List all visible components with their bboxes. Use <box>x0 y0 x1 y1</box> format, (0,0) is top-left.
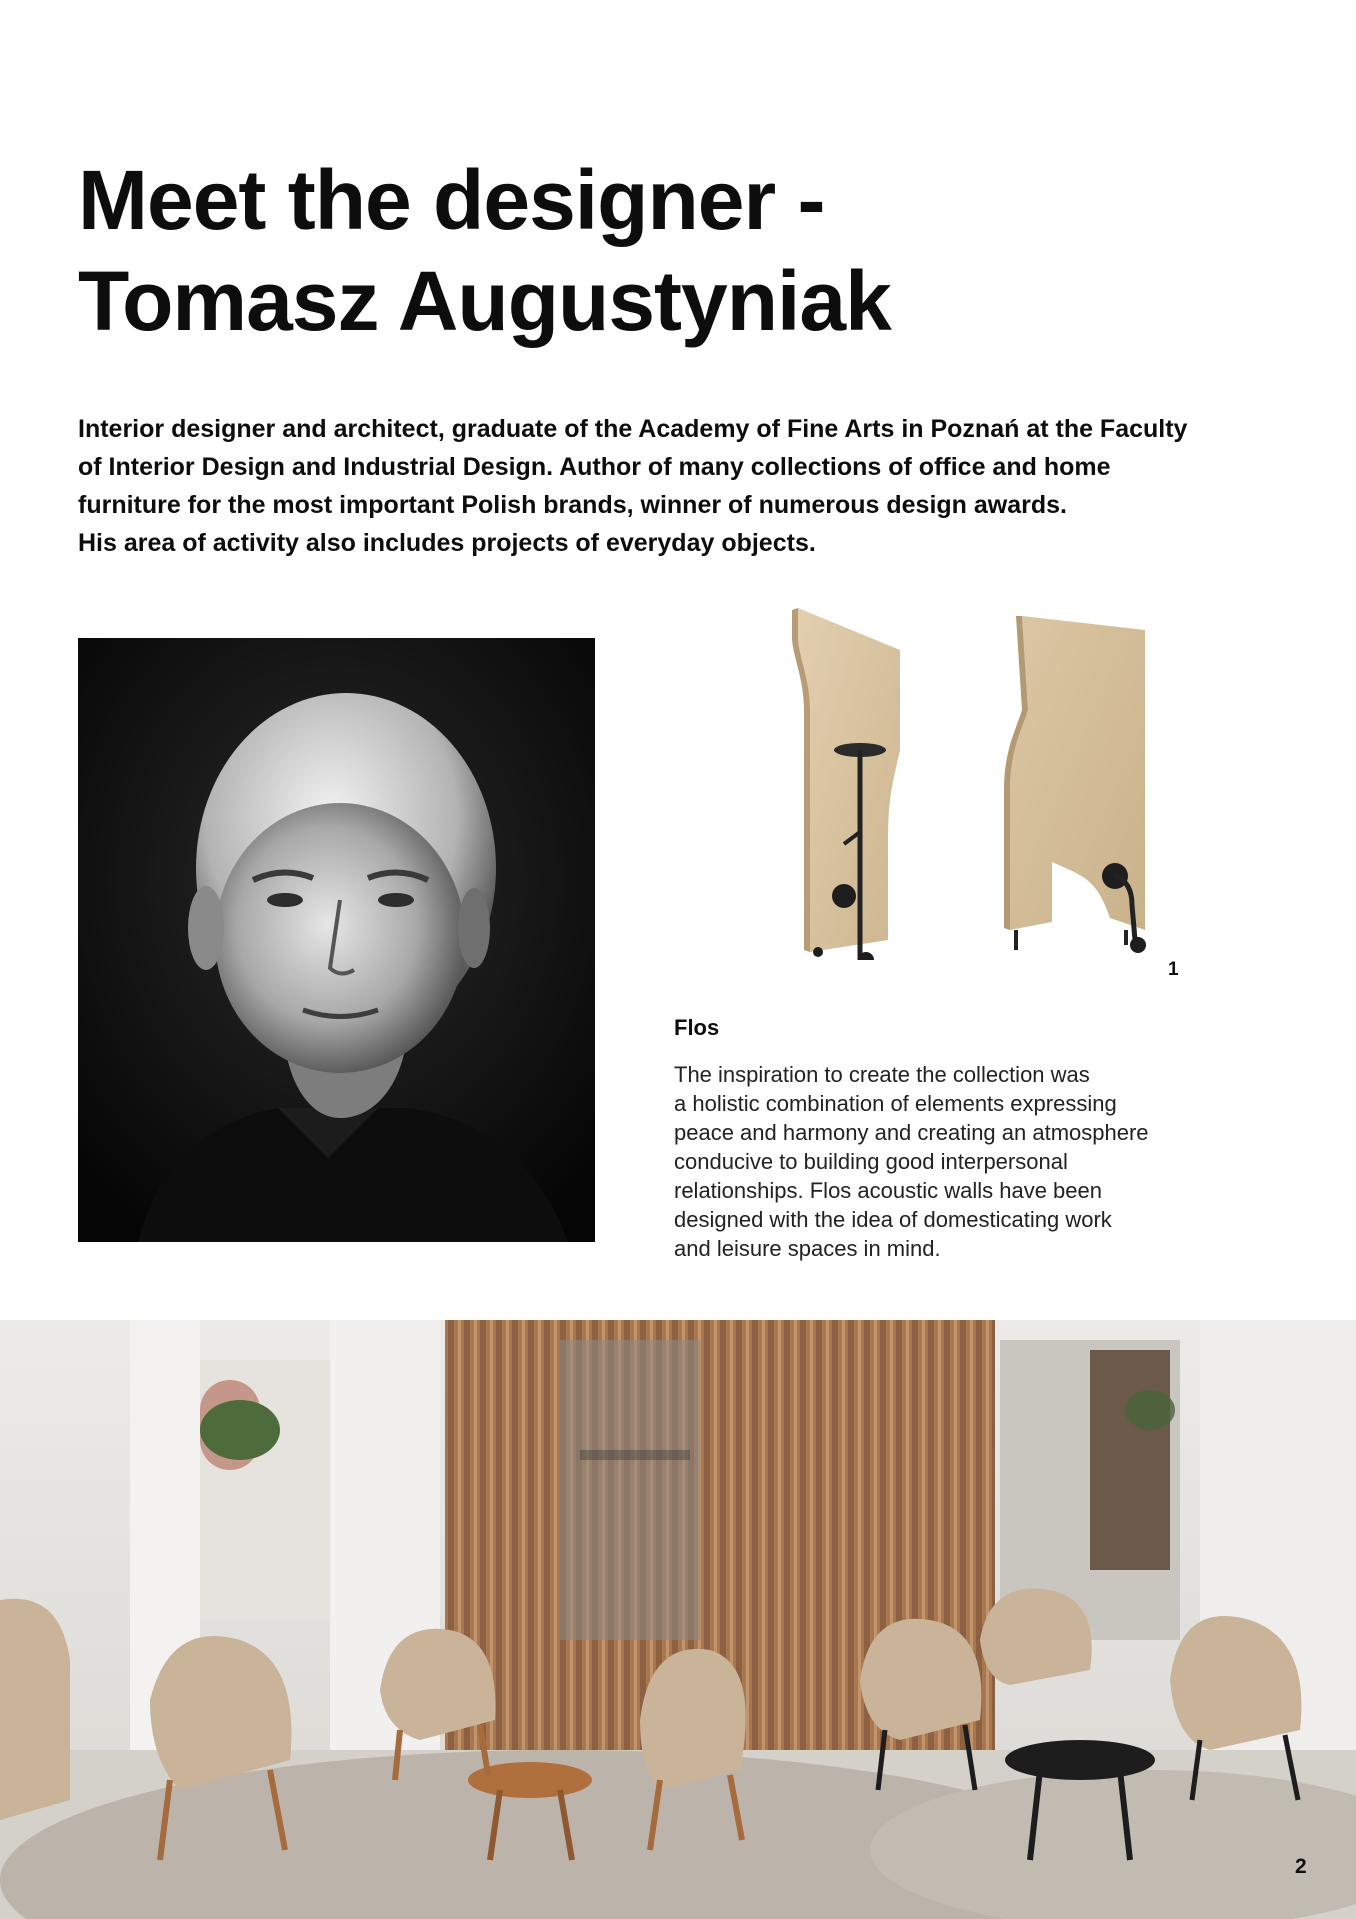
flos-panels-illustration <box>760 600 1200 960</box>
page-title-line-1: Meet the designer - <box>78 153 825 247</box>
description-line-4: conducive to building good interpersonal <box>674 1149 1068 1174</box>
designer-intro <box>78 410 1308 562</box>
designer-portrait <box>78 638 595 1242</box>
figure-number: 1 <box>1168 959 1179 980</box>
description-line-3: peace and harmony and creating an atmosphere <box>674 1120 1149 1145</box>
portrait-image <box>78 638 595 1242</box>
intro-line-3: furniture for the most important Polish brands, winner of numerous design awards. <box>78 491 1067 519</box>
page-number: 2 <box>1295 1855 1307 1878</box>
description-line-1: The inspiration to create the collection was <box>674 1062 1090 1087</box>
lounge-interior-image <box>0 1320 1356 1919</box>
description-line-5: relationships. Flos acoustic walls have been <box>674 1178 1103 1203</box>
intro-line-2: of Interior Design and Industrial Design. Author of many collections of office and home <box>78 453 1111 481</box>
page-title <box>78 150 1228 352</box>
intro-line-4: His area of activity also includes projects of everyday objects. <box>78 529 816 557</box>
flos-product-image <box>760 600 1200 960</box>
description-line-2: a holistic combination of elements expressing <box>674 1091 1117 1116</box>
intro-line-1: Interior designer and architect, graduate of the Academy of Fine Arts in Poznań at the Faculty <box>78 415 1188 443</box>
product-name: Flos <box>674 1015 720 1040</box>
page-title-line-2: Tomasz Augustyniak <box>78 254 891 348</box>
description-line-7: and leisure spaces in mind. <box>674 1236 941 1261</box>
interior-photo <box>0 1320 1356 1919</box>
description-line-6: designed with the idea of domesticating work <box>674 1207 1112 1232</box>
product-description <box>674 1060 1254 1263</box>
